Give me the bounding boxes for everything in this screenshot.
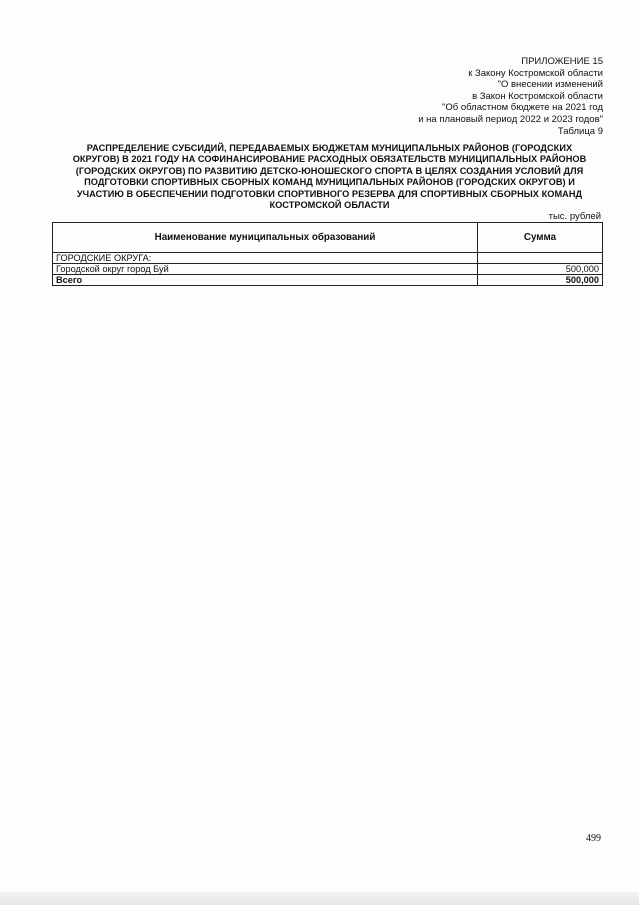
row-sum: 500,000 <box>478 264 603 275</box>
header-sum: Сумма <box>478 223 603 253</box>
appendix-header <box>343 56 603 137</box>
table-row <box>53 264 603 275</box>
appendix-line: и на плановый период 2022 и 2023 годов" <box>418 113 603 125</box>
row-name: Городской округ город Буй <box>53 264 478 275</box>
subsidy-table <box>52 222 603 286</box>
appendix-line: в Закон Костромской области <box>472 90 603 102</box>
appendix-line: "О внесении изменений <box>497 79 603 91</box>
appendix-line: ПРИЛОЖЕНИЕ 15 <box>521 56 603 67</box>
total-name: Всего <box>53 275 478 286</box>
group-row <box>53 253 603 264</box>
header-name: Наименование муниципальных образований <box>53 223 478 253</box>
appendix-line: к Закону Костромской области <box>468 67 603 79</box>
total-sum: 500,000 <box>478 275 603 286</box>
table-number: Таблица 9 <box>557 125 603 137</box>
title-line: УЧАСТИЮ В ОБЕСПЕЧЕНИИ ПОДГОТОВКИ СПОРТИВНОГО РЕЗЕРВА ДЛЯ СПОРТИВНЫХ СБОРНЫХ КОМАНД <box>76 188 583 199</box>
table-header-row <box>53 223 603 253</box>
page-number: 499 <box>586 833 601 844</box>
title-line: (ГОРОДСКИХ ОКРУГОВ) ПО РАЗВИТИЮ ДЕТСКО-ЮНОШЕСКОГО СПОРТА В ЦЕЛЯХ СОЗДАНИЯ УСЛОВИЙ ДЛЯ <box>75 165 584 176</box>
group-sum <box>478 253 603 264</box>
title-line: РАСПРЕДЕЛЕНИЕ СУБСИДИЙ, ПЕРЕДАВАЕМЫХ БЮДЖЕТАМ МУНИЦИПАЛЬНЫХ РАЙОНОВ (ГОРОДСКИХ <box>86 143 573 153</box>
appendix-line: "Об областном бюджете на 2021 год <box>442 102 603 114</box>
document-title <box>52 143 607 211</box>
units-label: тыс. рублей <box>548 211 601 222</box>
total-row <box>53 275 603 286</box>
title-line: ПОДГОТОВКИ СПОРТИВНЫХ СБОРНЫХ КОМАНД МУНИЦИПАЛЬНЫХ РАЙОНОВ (ГОРОДСКИХ ОКРУГОВ) И <box>84 177 575 188</box>
group-name: ГОРОДСКИЕ ОКРУГА: <box>53 253 478 264</box>
title-line: ОКРУГОВ) В 2021 ГОДУ НА СОФИНАНСИРОВАНИЕ РАСХОДНЫХ ОБЯЗАТЕЛЬСТВ МУНИЦИПАЛЬНЫХ РАЙОНОВ <box>72 154 587 165</box>
title-line: КОСТРОМСКОЙ ОБЛАСТИ <box>269 200 390 211</box>
scan-edge <box>0 892 639 905</box>
